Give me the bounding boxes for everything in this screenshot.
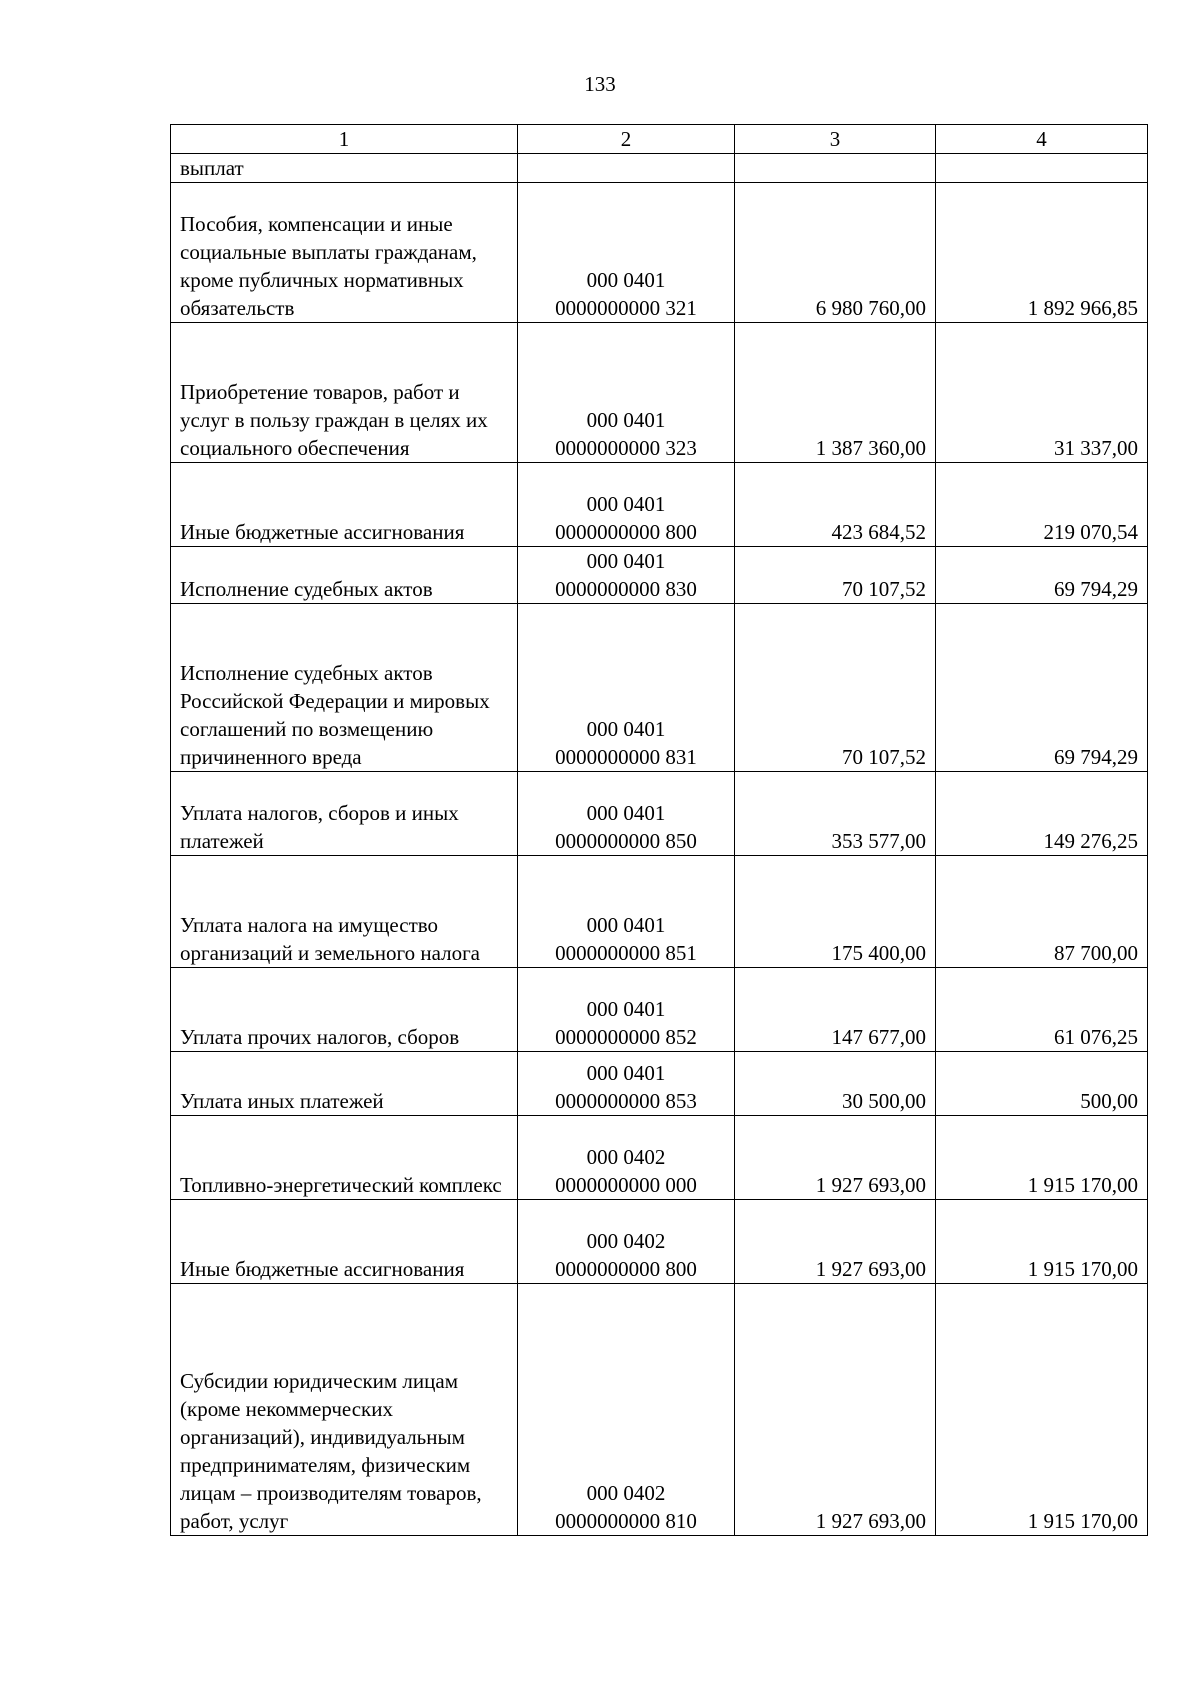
row-code-line1: 000 0401	[586, 492, 666, 516]
row-name: Исполнение судебных актов	[171, 547, 518, 604]
table-row	[171, 154, 1148, 183]
row-code-line2: 0000000000 852	[555, 1025, 697, 1049]
row-col3: 147 677,00	[735, 968, 936, 1052]
row-code-line2: 0000000000 323	[555, 436, 697, 460]
row-col4: 219 070,54	[936, 463, 1148, 547]
row-col4: 31 337,00	[936, 323, 1148, 463]
row-col4: 61 076,25	[936, 968, 1148, 1052]
row-name: Пособия, компенсации и иные социальные выплаты гражданам, кроме публичных нормативных обязательств	[171, 183, 518, 323]
row-col3: 1 387 360,00	[735, 323, 936, 463]
row-code-line2: 0000000000 800	[555, 520, 697, 544]
row-code	[518, 772, 735, 856]
row-code-line1: 000 0401	[586, 801, 666, 825]
row-code-line1: 000 0402	[586, 1145, 666, 1169]
row-name: Исполнение судебных актов Российской Федерации и мировых соглашений по возмещению причиненного вреда	[171, 604, 518, 772]
row-code-line1: 000 0401	[586, 717, 666, 741]
row-col4: 1 915 170,00	[936, 1284, 1148, 1536]
table-row	[171, 1284, 1148, 1536]
table-row	[171, 183, 1148, 323]
row-name: Иные бюджетные ассигнования	[171, 1200, 518, 1284]
row-code-line2: 0000000000 851	[555, 941, 697, 965]
row-col4: 1 892 966,85	[936, 183, 1148, 323]
row-col3: 353 577,00	[735, 772, 936, 856]
row-code	[518, 183, 735, 323]
row-code	[518, 1284, 735, 1536]
row-code-line2: 0000000000 321	[555, 296, 697, 320]
row-code-line1: 000 0401	[586, 1061, 666, 1085]
header-cell-1: 1	[171, 125, 518, 154]
row-code	[518, 856, 735, 968]
row-name	[171, 154, 518, 183]
budget-table	[170, 124, 1148, 1536]
header-cell-3: 3	[735, 125, 936, 154]
row-code-line2: 0000000000 830	[555, 577, 697, 601]
row-code-line1: 000 0402	[586, 1229, 666, 1253]
table-row	[171, 1052, 1148, 1116]
row-col4: 500,00	[936, 1052, 1148, 1116]
row-col4: 69 794,29	[936, 547, 1148, 604]
header-cell-2: 2	[518, 125, 735, 154]
row-name: Топливно-энергетический комплекс	[171, 1116, 518, 1200]
row-name: Уплата налога на имущество организаций и земельного налога	[171, 856, 518, 968]
table-row	[171, 968, 1148, 1052]
row-code-line1: 000 0401	[586, 913, 666, 937]
row-col4: 69 794,29	[936, 604, 1148, 772]
row-code-line2: 0000000000 850	[555, 829, 697, 853]
row-col3: 6 980 760,00	[735, 183, 936, 323]
table-row	[171, 772, 1148, 856]
row-code	[518, 323, 735, 463]
row-col3: 423 684,52	[735, 463, 936, 547]
row-col4: 1 915 170,00	[936, 1116, 1148, 1200]
table-row	[171, 604, 1148, 772]
row-name: Приобретение товаров, работ и услуг в пользу граждан в целях их социального обеспечения	[171, 323, 518, 463]
row-col3: 1 927 693,00	[735, 1116, 936, 1200]
row-col3: 70 107,52	[735, 604, 936, 772]
table-row	[171, 856, 1148, 968]
page-number: 133	[584, 72, 616, 96]
row-col3: 70 107,52	[735, 547, 936, 604]
row-col3: 30 500,00	[735, 1052, 936, 1116]
row-col3	[735, 154, 936, 183]
table-row	[171, 463, 1148, 547]
row-code	[518, 1200, 735, 1284]
row-col4: 87 700,00	[936, 856, 1148, 968]
row-code	[518, 1116, 735, 1200]
row-col3: 1 927 693,00	[735, 1284, 936, 1536]
row-col4: 149 276,25	[936, 772, 1148, 856]
row-code	[518, 604, 735, 772]
row-name: Уплата иных платежей	[171, 1052, 518, 1116]
row-code-line1: 000 0401	[586, 549, 666, 573]
row-code-line2: 0000000000 000	[555, 1173, 697, 1197]
row-code	[518, 154, 735, 183]
table-row	[171, 323, 1148, 463]
table-row	[171, 1200, 1148, 1284]
row-code-line1: 000 0401	[586, 408, 666, 432]
row-name: Уплата налогов, сборов и иных платежей	[171, 772, 518, 856]
row-code-line1: 000 0402	[586, 1481, 666, 1505]
row-code	[518, 968, 735, 1052]
row-name: Субсидии юридическим лицам (кроме некоммерческих организаций), индивидуальным предпринимателям, физическим лицам – производителям товаров, работ, услуг	[171, 1284, 518, 1536]
row-code	[518, 463, 735, 547]
row-code-line1: 000 0401	[586, 268, 666, 292]
row-code-line2: 0000000000 810	[555, 1509, 697, 1533]
header-cell-4: 4	[936, 125, 1148, 154]
row-code	[518, 1052, 735, 1116]
row-code-line2: 0000000000 800	[555, 1257, 697, 1281]
row-code-line2: 0000000000 853	[555, 1089, 697, 1113]
row-code-line1: 000 0401	[586, 997, 666, 1021]
header-row	[171, 125, 1148, 154]
row-name: Иные бюджетные ассигнования	[171, 463, 518, 547]
row-col3: 175 400,00	[735, 856, 936, 968]
row-name-text: выплат	[180, 156, 244, 180]
table-row	[171, 1116, 1148, 1200]
row-code	[518, 547, 735, 604]
row-name: Уплата прочих налогов, сборов	[171, 968, 518, 1052]
row-col3: 1 927 693,00	[735, 1200, 936, 1284]
row-col4: 1 915 170,00	[936, 1200, 1148, 1284]
row-code-line2: 0000000000 831	[555, 745, 697, 769]
table-row	[171, 547, 1148, 604]
row-col4	[936, 154, 1148, 183]
